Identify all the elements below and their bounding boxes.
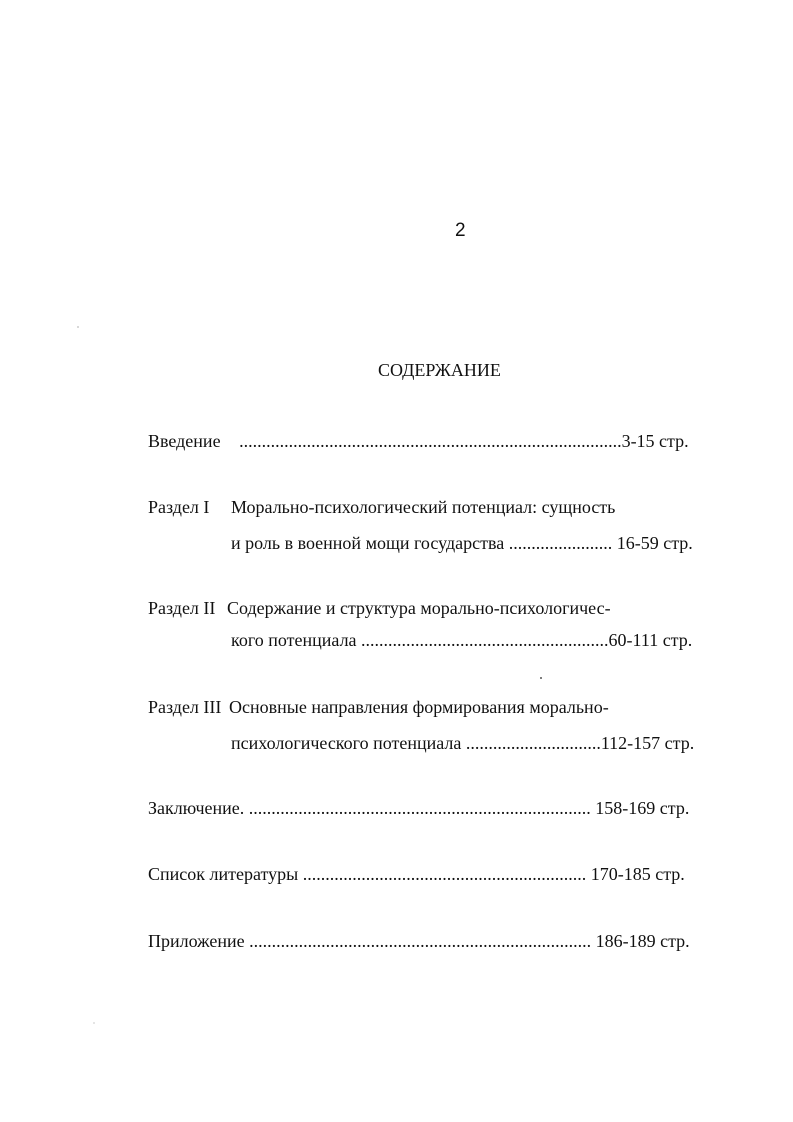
toc-entry-section2-line1 [148,595,611,621]
scan-speck [93,1022,95,1024]
toc-entry-section3-title: Основные направления формирования морально- [229,697,609,717]
scan-speck [77,326,79,328]
toc-entry-section2-title: Содержание и структура морально-психологичес- [227,598,611,618]
toc-entry-section3-line1 [148,694,609,720]
toc-entry-section1-line2: и роль в военной мощи государства ....................... 16-59 стр. [231,533,693,553]
toc-entry-section2-line2: кого потенциала .......................................................60-111 стр. [231,630,693,650]
toc-entry-section1-title: Морально-психологический потенциал: сущность [231,497,616,517]
toc-entry-intro-pages: 3-15 стр. [621,431,689,451]
toc-entry-references: Список литературы ............................................................... 170-185 стр. [148,864,685,884]
page-number: 2 [455,220,466,241]
toc-entry-section3-line2: психологического потенциала ..............................112-157 стр. [231,733,695,753]
toc-entry-section1-prefix: Раздел I [148,497,210,517]
toc-entry-intro-dots: ..................................................................................... [234,431,622,451]
toc-entry-intro-title: Введение [148,431,221,451]
toc-entry-section3-prefix: Раздел III [148,697,222,717]
toc-entry-appendix: Приложение ............................................................................ 186-189 стр. [148,931,690,951]
scan-speck [540,677,542,679]
toc-heading: СОДЕРЖАНИЕ [378,360,501,380]
toc-entry-conclusion: Заключение. ............................................................................ 158-169 стр. [148,798,690,818]
toc-entry-section2-prefix: Раздел II [148,598,216,618]
toc-entry-section1-line1 [148,494,615,520]
toc-entry-intro [148,428,689,454]
